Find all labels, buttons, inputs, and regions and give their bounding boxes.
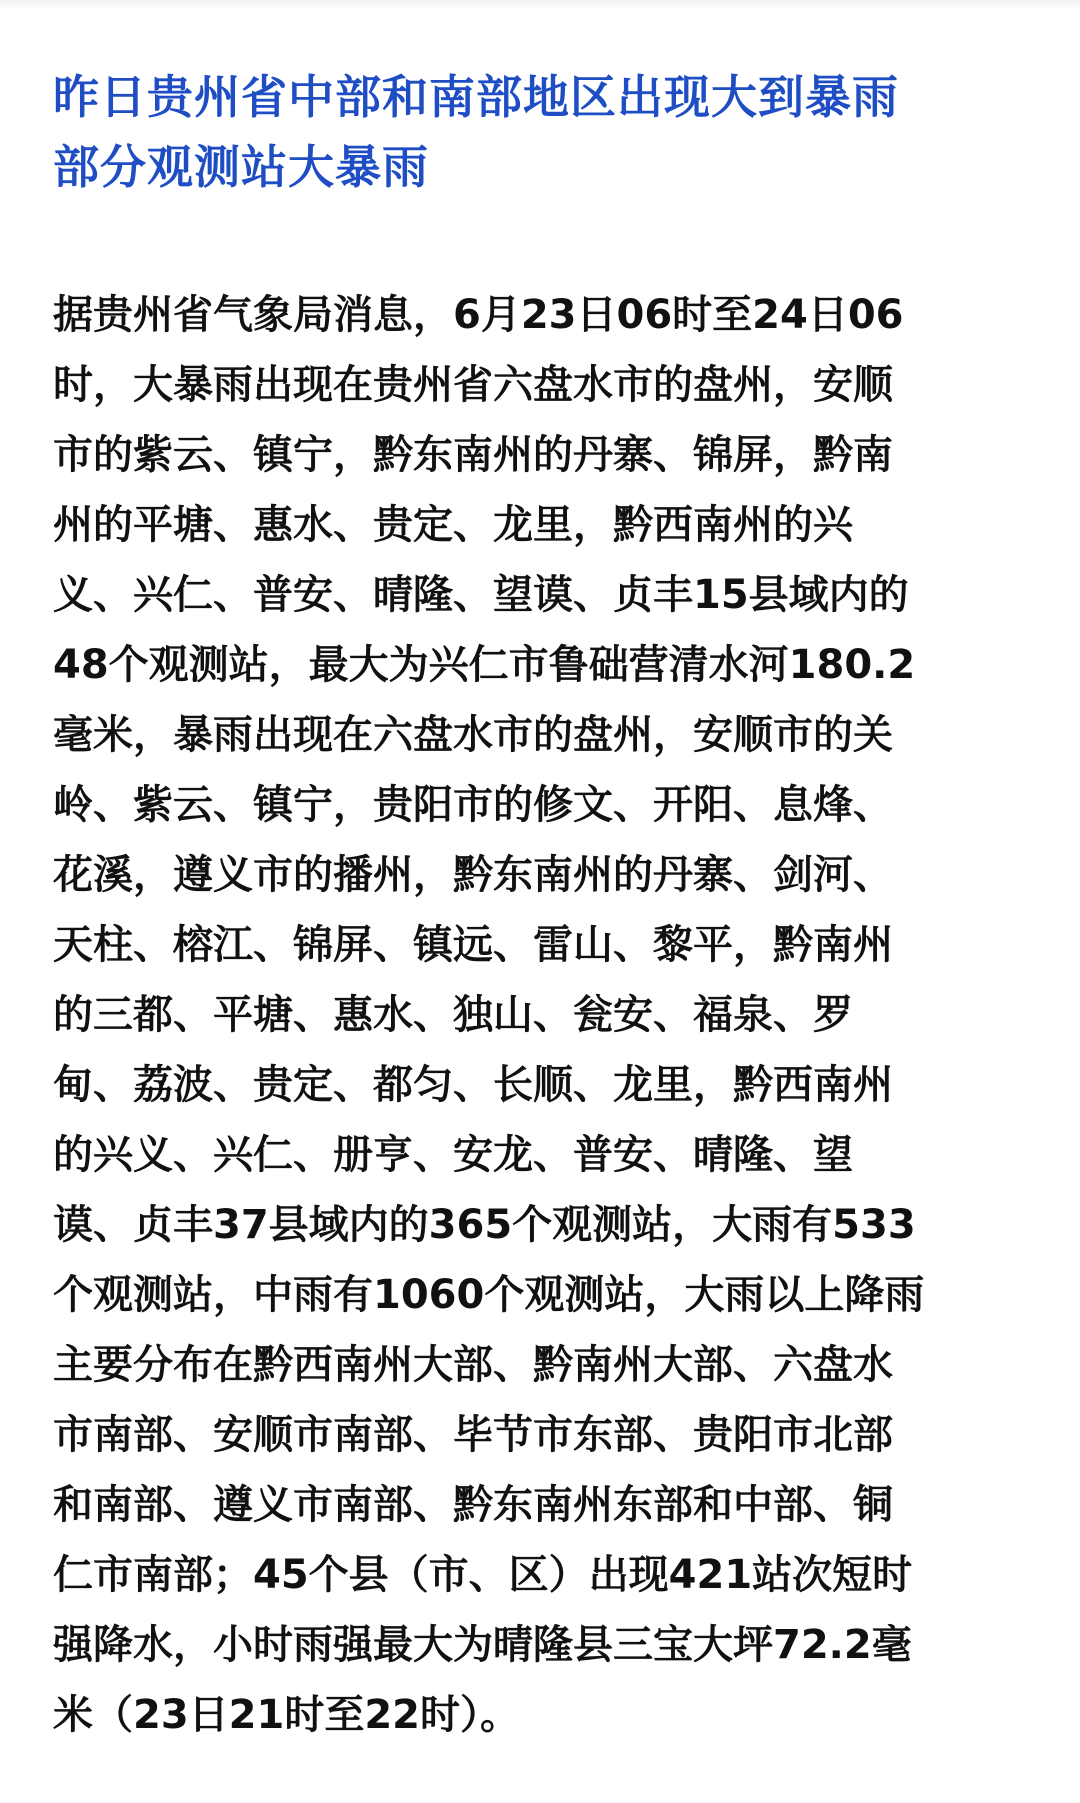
body-line: 义、兴仁、普安、晴隆、望谟、贞丰15县域内的 [53,572,909,618]
body-line: 岭、紫云、镇宁，贵阳市的修文、开阳、息烽、 [53,782,893,828]
body-line: 和南部、遵义市南部、黔东南州东部和中部、铜 [53,1482,893,1528]
body-line: 州的平塘、惠水、贵定、龙里，黔西南州的兴 [53,502,853,548]
headline-line: 昨日贵州省中部和南部地区出现大到暴雨 [53,70,899,124]
body-line: 仁市南部；45个县（市、区）出现421站次短时 [53,1552,913,1598]
body-line: 48个观测站，最大为兴仁市鲁础营清水河180.2 [53,642,916,688]
body-line: 据贵州省气象局消息，6月23日06时至24日06 [53,292,904,338]
top-edge-shadow [0,0,1080,10]
article-headline [53,62,1043,202]
body-line: 强降水，小时雨强最大为晴隆县三宝大坪72.2毫 [53,1622,912,1668]
body-line: 甸、荔波、贵定、都匀、长顺、龙里，黔西南州 [53,1062,893,1108]
article [53,62,1043,1738]
body-line: 天柱、榕江、锦屏、镇远、雷山、黎平，黔南州 [53,922,893,968]
article-body [53,280,1043,1750]
body-line: 花溪，遵义市的播州，黔东南州的丹寨、剑河、 [53,852,893,898]
body-line: 的三都、平塘、惠水、独山、瓮安、福泉、罗 [53,992,853,1038]
body-line: 的兴义、兴仁、册亨、安龙、普安、晴隆、望 [53,1132,853,1178]
body-line: 主要分布在黔西南州大部、黔南州大部、六盘水 [53,1342,893,1388]
body-line: 市的紫云、镇宁，黔东南州的丹寨、锦屏，黔南 [53,432,893,478]
body-line: 毫米，暴雨出现在六盘水市的盘州，安顺市的关 [53,712,893,758]
body-line: 时，大暴雨出现在贵州省六盘水市的盘州，安顺 [53,362,893,408]
body-line: 个观测站，中雨有1060个观测站，大雨以上降雨 [53,1272,925,1318]
body-line: 谟、贞丰37县域内的365个观测站，大雨有533 [53,1202,916,1248]
headline-line: 部分观测站大暴雨 [53,140,429,194]
body-line: 市南部、安顺市南部、毕节市东部、贵阳市北部 [53,1412,893,1458]
body-line: 米（23日21时至22时）。 [53,1692,520,1738]
